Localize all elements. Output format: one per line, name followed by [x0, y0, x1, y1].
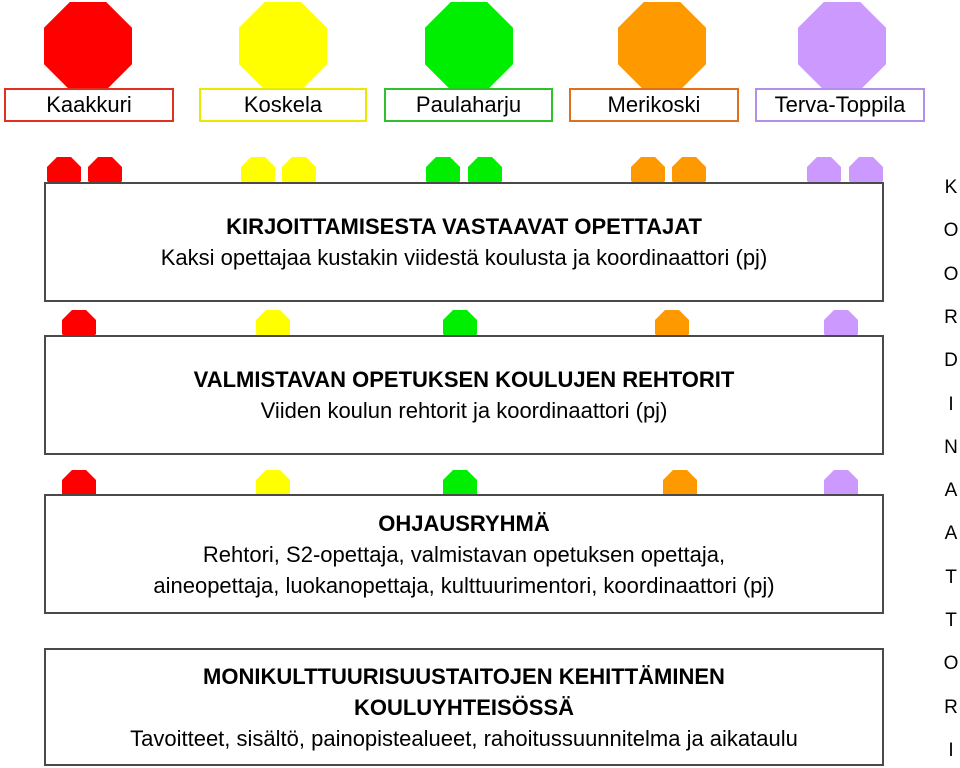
- school-label: Terva-Toppila: [755, 88, 925, 122]
- box-title: OHJAUSRYHMÄ: [378, 510, 550, 536]
- box-title-line1: MONIKULTTUURISUUSTAITOJEN KEHITTÄMINEN: [203, 663, 725, 689]
- box-title: KIRJOITTAMISESTA VASTAAVAT OPETTAJAT: [226, 214, 702, 239]
- vertical-letter: O: [943, 263, 959, 285]
- box-description: Viiden koulun rehtorit ja koordinaattori (pj): [260, 398, 668, 423]
- school-octagon-icon: [239, 2, 327, 90]
- box-title: VALMISTAVAN OPETUKSEN KOULUJEN REHTORIT: [193, 367, 735, 392]
- school-octagon-icon: [425, 2, 513, 90]
- school-label: Koskela: [199, 88, 367, 122]
- box-steering-group: [44, 494, 884, 614]
- vertical-letter: T: [945, 610, 957, 631]
- box-title-line2: KOULUYHTEISÖSSÄ: [353, 694, 575, 720]
- box-description-line2: aineopettaja, luokanopettaja, kulttuurimentori, koordinaattori (pj): [153, 572, 775, 598]
- box-description: Tavoitteet, sisältö, painopistealueet, rahoitussuunnitelma ja aikataulu: [130, 725, 798, 751]
- school-label: Paulaharju: [384, 88, 553, 122]
- vertical-letter: D: [944, 350, 958, 372]
- vertical-letter: I: [948, 393, 954, 415]
- school-octagon-icon: [44, 2, 132, 90]
- school-label: Kaakkuri: [4, 88, 174, 122]
- vertical-letter: T: [945, 566, 957, 588]
- vertical-letter: O: [943, 653, 959, 675]
- vertical-letter: A: [944, 523, 958, 545]
- box-writing-teachers: [44, 182, 884, 302]
- box-multicultural-development: [44, 648, 884, 766]
- school-octagon-icon: [618, 2, 706, 90]
- box-principals: [44, 335, 884, 455]
- vertical-letter: A: [944, 480, 958, 502]
- vertical-letter: R: [944, 306, 958, 328]
- vertical-letter: O: [943, 220, 959, 242]
- vertical-letter: I: [948, 739, 954, 761]
- vertical-letter: K: [944, 177, 958, 198]
- school-octagon-icon: [798, 2, 886, 90]
- box-description: Kaksi opettajaa kustakin viidestä koulusta ja koordinaattori (pj): [160, 245, 768, 270]
- vertical-letter: R: [944, 696, 958, 718]
- school-label: Merikoski: [569, 88, 739, 122]
- vertical-letter: N: [944, 436, 958, 458]
- box-description-line1: Rehtori, S2-opettaja, valmistavan opetuksen opettaja,: [202, 541, 726, 567]
